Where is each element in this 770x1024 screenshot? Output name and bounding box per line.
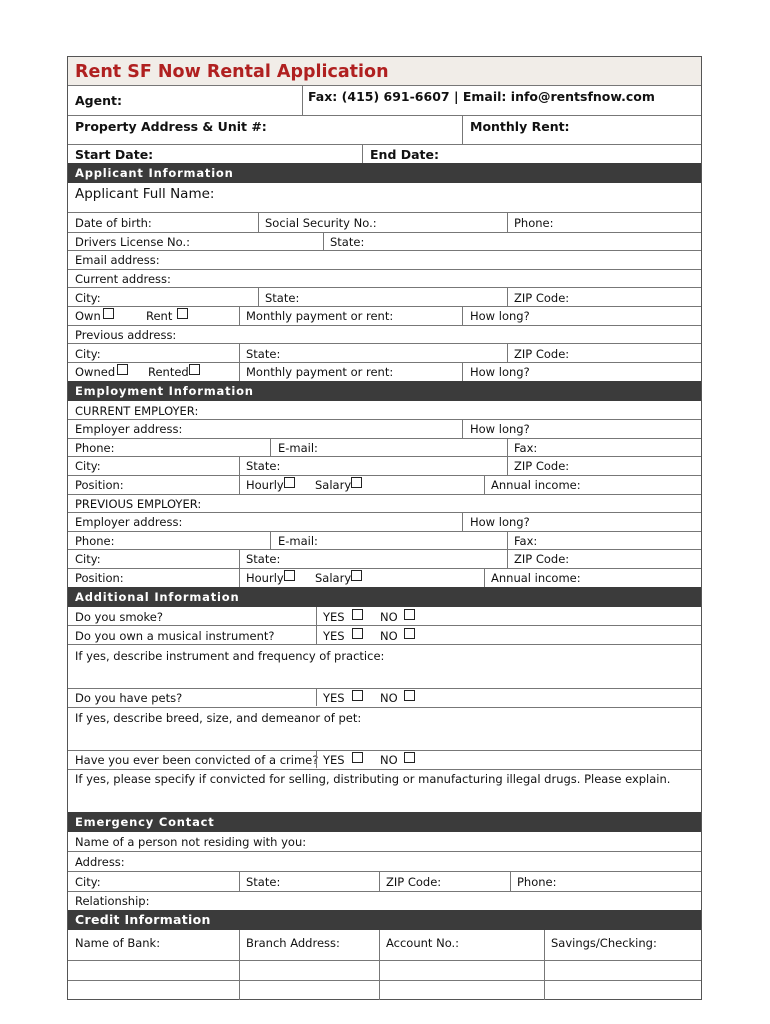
previous-fax-label: Fax: (514, 534, 538, 548)
previous-employer-label: PREVIOUS EMPLOYER: (75, 497, 202, 511)
pets-question: Do you have pets? (75, 691, 183, 705)
previous-phone-label: Phone: (75, 534, 115, 548)
pets-no-label: NO (380, 691, 398, 705)
column-divider (316, 626, 317, 644)
crime-yes-label: YES (323, 753, 345, 767)
previous-monthly-payment-label: Monthly payment or rent: (246, 365, 394, 379)
current-salary-checkbox[interactable] (351, 477, 362, 488)
row-divider (68, 871, 701, 872)
section-emergency-contact-title: Emergency Contact (75, 815, 215, 829)
own-checkbox[interactable] (103, 308, 114, 319)
contact-info: Fax: (415) 691-6607 | Email: info@rentsfnow.com (308, 89, 655, 104)
savings-checking-label: Savings/Checking: (551, 936, 657, 950)
previous-how-long-label: How long? (470, 365, 530, 379)
applicant-phone-label: Phone: (514, 216, 554, 230)
column-divider (362, 144, 363, 163)
owned-label: Owned (75, 365, 116, 379)
column-divider (507, 549, 508, 568)
smoke-yes-label: YES (323, 610, 345, 624)
current-position-label: Position: (75, 478, 124, 492)
current-employer-label: CURRENT EMPLOYER: (75, 404, 199, 418)
previous-city-label: City: (75, 347, 101, 361)
previous-salary-label: Salary (315, 571, 352, 585)
current-state-label: State: (265, 291, 300, 305)
row-divider (68, 115, 701, 116)
bank-row-1-branch-input[interactable] (241, 961, 377, 979)
row-divider (68, 851, 701, 852)
row-divider (68, 250, 701, 251)
previous-hourly-label: Hourly (246, 571, 284, 585)
row-divider (68, 644, 701, 645)
current-employer-address-label: Employer address: (75, 422, 183, 436)
crime-question: Have you ever been convicted of a crime? (75, 753, 319, 767)
end-date-label: End Date: (370, 147, 440, 162)
column-divider (507, 343, 508, 362)
crime-yes-checkbox[interactable] (352, 752, 363, 763)
previous-how-long-label: How long? (470, 515, 530, 529)
branch-address-label: Branch Address: (246, 936, 340, 950)
column-divider (510, 871, 511, 891)
current-city-label: City: (75, 459, 101, 473)
bank-row-2-account-input[interactable] (381, 981, 542, 999)
emergency-city-label: City: (75, 875, 101, 889)
agent-label: Agent: (75, 93, 122, 108)
row-divider (68, 419, 701, 420)
bank-row-2-name-input[interactable] (72, 981, 237, 999)
monthly-rent-label: Monthly Rent: (470, 119, 570, 134)
row-divider (68, 625, 701, 626)
column-divider (507, 438, 508, 456)
bank-name-label: Name of Bank: (75, 936, 161, 950)
smoke-question: Do you smoke? (75, 610, 163, 624)
pets-yes-checkbox[interactable] (352, 690, 363, 701)
previous-annual-income-label: Annual income: (491, 571, 581, 585)
current-state-label: State: (246, 459, 281, 473)
column-divider (544, 930, 545, 1000)
current-city-label: City: (75, 291, 101, 305)
instrument-yes-label: YES (323, 629, 345, 643)
section-employment-information (68, 381, 701, 401)
section-employment-information-title: Employment Information (75, 384, 254, 398)
previous-salary-checkbox[interactable] (351, 570, 362, 581)
smoke-yes-checkbox[interactable] (352, 609, 363, 620)
row-divider (68, 707, 701, 708)
emergency-phone-label: Phone: (517, 875, 557, 889)
account-number-label: Account No.: (386, 936, 460, 950)
section-additional-information (68, 587, 701, 607)
pets-detail-label: If yes, describe breed, size, and demeanor of pet: (75, 711, 362, 725)
current-how-long-label: How long? (470, 309, 530, 323)
current-hourly-checkbox[interactable] (284, 477, 295, 488)
title-bar (68, 57, 701, 86)
owned-checkbox[interactable] (117, 364, 128, 375)
license-state-label: State: (330, 235, 365, 249)
current-salary-label: Salary (315, 478, 352, 492)
pets-detail-input[interactable] (72, 725, 700, 749)
bank-row-1-name-input[interactable] (72, 961, 237, 979)
smoke-no-checkbox[interactable] (404, 609, 415, 620)
rented-label: Rented (148, 365, 189, 379)
own-label: Own (75, 309, 101, 323)
column-divider (484, 568, 485, 587)
current-fax-label: Fax: (514, 441, 538, 455)
column-divider (316, 750, 317, 768)
column-divider (270, 438, 271, 456)
previous-state-label: State: (246, 552, 281, 566)
row-divider (68, 144, 701, 145)
previous-email-label: E-mail: (278, 534, 318, 548)
row-divider (68, 531, 701, 532)
row-divider (68, 549, 701, 550)
row-divider (68, 343, 701, 344)
crime-no-checkbox[interactable] (404, 752, 415, 763)
ssn-label: Social Security No.: (265, 216, 377, 230)
previous-zip-label: ZIP Code: (514, 552, 570, 566)
rental-application-form (67, 56, 702, 1000)
section-emergency-contact (68, 812, 701, 832)
column-divider (239, 930, 240, 1000)
column-divider (462, 362, 463, 381)
bank-row-2-branch-input[interactable] (241, 981, 377, 999)
column-divider (507, 456, 508, 475)
previous-address-label: Previous address: (75, 328, 177, 342)
previous-zip-label: ZIP Code: (514, 347, 570, 361)
row-divider (68, 512, 701, 513)
pets-no-checkbox[interactable] (404, 690, 415, 701)
crime-detail-input[interactable] (72, 787, 700, 811)
column-divider (239, 343, 240, 362)
row-divider (68, 891, 701, 892)
column-divider (239, 456, 240, 475)
row-divider (68, 438, 701, 439)
previous-employer-address-label: Employer address: (75, 515, 183, 529)
row-divider (68, 750, 701, 751)
emergency-zip-label: ZIP Code: (386, 875, 442, 889)
column-divider (239, 871, 240, 891)
previous-city-label: City: (75, 552, 101, 566)
column-divider (507, 531, 508, 549)
emergency-address-label: Address: (75, 855, 125, 869)
column-divider (302, 86, 303, 115)
rent-label: Rent (146, 309, 173, 323)
instrument-detail-label: If yes, describe instrument and frequency of practice: (75, 649, 385, 663)
previous-state-label: State: (246, 347, 281, 361)
column-divider (507, 212, 508, 232)
column-divider (258, 212, 259, 232)
rent-checkbox[interactable] (177, 308, 188, 319)
row-divider (68, 287, 701, 288)
smoke-no-label: NO (380, 610, 398, 624)
row-divider (68, 325, 701, 326)
column-divider (507, 287, 508, 306)
bank-row-2-type-input[interactable] (546, 981, 700, 999)
current-zip-label: ZIP Code: (514, 459, 570, 473)
emergency-relationship-label: Relationship: (75, 894, 150, 908)
column-divider (239, 306, 240, 325)
section-applicant-information (68, 163, 701, 183)
property-address-label: Property Address & Unit #: (75, 119, 267, 134)
row-divider (68, 494, 701, 495)
column-divider (323, 232, 324, 250)
bank-row-1-account-input[interactable] (381, 961, 542, 979)
column-divider (316, 688, 317, 706)
current-phone-label: Phone: (75, 441, 115, 455)
email-address-label: Email address: (75, 253, 160, 267)
section-credit-information (68, 910, 701, 930)
column-divider (270, 531, 271, 549)
instrument-detail-input[interactable] (72, 663, 700, 687)
emergency-state-label: State: (246, 875, 281, 889)
current-how-long-label: How long? (470, 422, 530, 436)
crime-detail-label: If yes, please specify if convicted for selling, distributing or manufacturing illegal drugs. Please explain. (75, 772, 671, 786)
column-divider (484, 475, 485, 494)
column-divider (379, 930, 380, 1000)
row-divider (68, 212, 701, 213)
row-divider (68, 456, 701, 457)
current-address-label: Current address: (75, 272, 171, 286)
column-divider (239, 549, 240, 568)
instrument-no-checkbox[interactable] (404, 628, 415, 639)
instrument-yes-checkbox[interactable] (352, 628, 363, 639)
date-of-birth-label: Date of birth: (75, 216, 152, 230)
row-divider (68, 769, 701, 770)
current-monthly-payment-label: Monthly payment or rent: (246, 309, 394, 323)
column-divider (258, 287, 259, 306)
row-divider (68, 475, 701, 476)
row-divider (68, 568, 701, 569)
column-divider (462, 306, 463, 325)
column-divider (239, 568, 240, 587)
current-hourly-label: Hourly (246, 478, 284, 492)
bank-row-1-type-input[interactable] (546, 961, 700, 979)
section-credit-information-title: Credit Information (75, 912, 211, 927)
previous-position-label: Position: (75, 571, 124, 585)
instrument-question: Do you own a musical instrument? (75, 629, 275, 643)
column-divider (462, 115, 463, 144)
current-email-label: E-mail: (278, 441, 318, 455)
pets-yes-label: YES (323, 691, 345, 705)
column-divider (239, 362, 240, 381)
row-divider (68, 269, 701, 270)
instrument-no-label: NO (380, 629, 398, 643)
previous-hourly-checkbox[interactable] (284, 570, 295, 581)
page-title: Rent SF Now Rental Application (75, 62, 389, 82)
current-annual-income-label: Annual income: (491, 478, 581, 492)
row-divider (68, 306, 701, 307)
applicant-full-name-label: Applicant Full Name: (75, 186, 215, 202)
row-divider (68, 688, 701, 689)
emergency-name-label: Name of a person not residing with you: (75, 835, 307, 849)
column-divider (316, 607, 317, 625)
row-divider (68, 362, 701, 363)
drivers-license-label: Drivers License No.: (75, 235, 191, 249)
start-date-label: Start Date: (75, 147, 154, 162)
row-divider (68, 232, 701, 233)
column-divider (379, 871, 380, 891)
current-zip-label: ZIP Code: (514, 291, 570, 305)
section-additional-information-title: Additional Information (75, 590, 240, 604)
column-divider (462, 419, 463, 438)
crime-no-label: NO (380, 753, 398, 767)
column-divider (239, 475, 240, 494)
rented-checkbox[interactable] (189, 364, 200, 375)
column-divider (462, 512, 463, 531)
section-applicant-information-title: Applicant Information (75, 166, 234, 180)
